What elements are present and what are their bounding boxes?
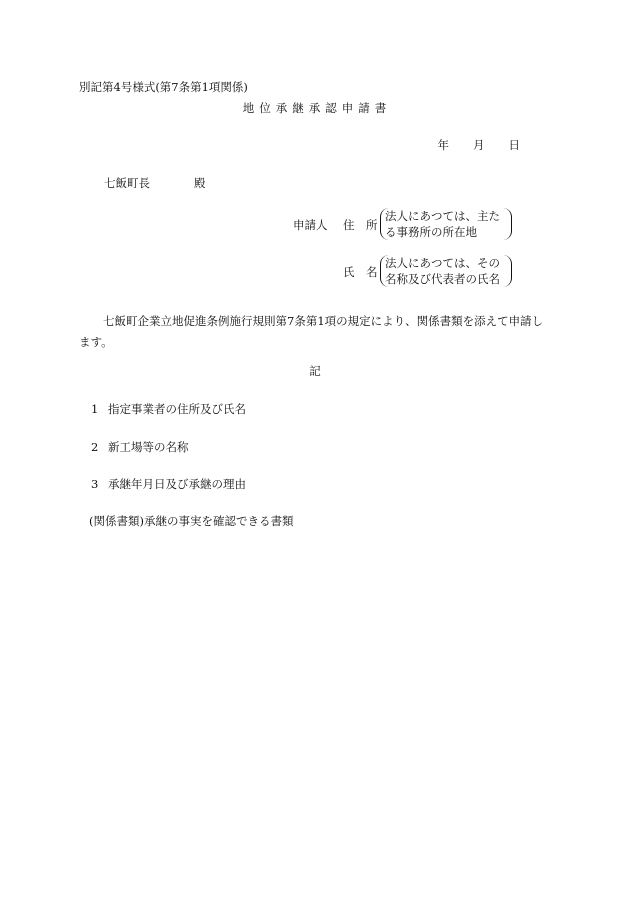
recipient-honorific: 殿 [194,176,206,190]
item-text: 指定事業者の住所及び氏名 [108,402,246,416]
applicant-label: 申請人 [293,218,328,232]
document-title: 地位承継承認申請書 [242,101,392,115]
item-text: 承継年月日及び承継の理由 [108,477,246,491]
item-number: 1 [91,402,99,416]
body-paragraph: 七飯町企業立地促進条例施行規則第7条第1項の規定により、関係書類を添えて申請します。 [79,314,544,349]
recipient-line [104,178,206,190]
date-year: 年 [437,138,449,152]
list-item [91,479,246,491]
address-note-line-1: 法人にあつては、主た [385,209,500,223]
date-month: 月 [473,138,485,152]
name-label: 氏 名 [343,265,378,279]
address-label: 住 所 [343,218,378,232]
address-note-bracket [380,208,512,240]
item-text: 新工場等の名称 [108,440,189,454]
name-note-line-1: 法人にあつては、その [385,256,500,270]
date-line [438,140,521,152]
item-number: 2 [91,440,99,454]
list-item [91,442,189,454]
ki-heading: 記 [309,364,321,378]
name-note-bracket [380,255,512,287]
date-day: 日 [508,138,520,152]
recipient-name: 七飯町長 [104,176,150,190]
list-item [91,404,246,416]
related-documents: (関係書類)承継の事実を確認できる書類 [89,514,294,528]
form-label: 別記第4号様式(第7条第1項関係) [79,80,248,94]
address-note-line-2: る事務所の所在地 [385,225,477,239]
name-note-line-2: 名称及び代表者の氏名 [385,272,500,286]
item-number: 3 [91,477,99,491]
